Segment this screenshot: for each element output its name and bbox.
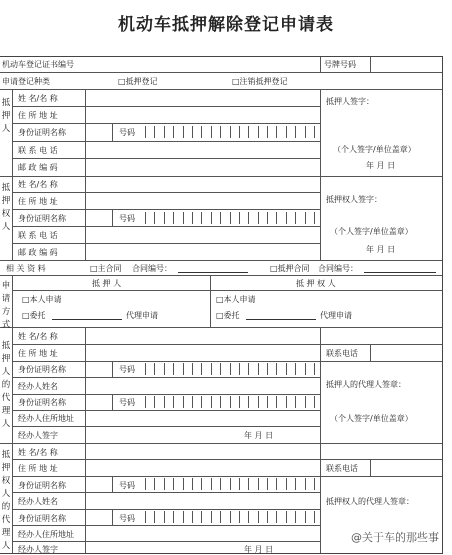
mortgagee-entrust[interactable]: □委托 <box>216 311 240 320</box>
mortgagee-entrust-field[interactable] <box>246 311 316 320</box>
mortgagor-self-apply[interactable]: □本人申请 <box>22 295 62 304</box>
mortgagee-agent-side-label: 抵 押 权 人 的 代 理 人 <box>1 450 11 551</box>
agent-a-number-label: 号码 <box>119 365 135 374</box>
mortgagee-name-label: 姓 名/名 称 <box>18 180 58 189</box>
mortgage-contract-no-label: 合同编号： <box>318 264 358 273</box>
agent-b-handler-id-label: 身份证明名称 <box>18 514 66 523</box>
mortgagee-address-label: 住 所 地 址 <box>18 197 58 206</box>
option-mortgage-registration[interactable]: □抵押登记 <box>118 77 158 86</box>
agent-b-handler-id-boxes[interactable] <box>145 511 315 523</box>
mortgagor-agent-side-label: 抵 押 人 的 代 理 人 <box>1 341 11 429</box>
mortgagor-agent-apply: 代理申请 <box>126 311 158 320</box>
mortgagee-self-apply[interactable]: □本人申请 <box>216 295 256 304</box>
agent-a-handler-number-label: 号码 <box>119 398 135 407</box>
apply-method-label: 申 请 方 式 <box>1 281 11 330</box>
agent-b-handler-sign-label: 经办人签字 <box>18 545 58 554</box>
agent-a-handler-address-label: 经办人住所地址 <box>18 414 74 423</box>
mortgagee-date: 年 月 日 <box>366 245 396 254</box>
agent-a-sign-label: 抵押人的代理人签章： <box>326 380 406 389</box>
agent-b-phone-label: 联系电话 <box>326 464 358 473</box>
mortgagor-address-label: 住 所 地 址 <box>18 111 58 120</box>
agent-a-handler-name-label: 经办人姓名 <box>18 382 58 391</box>
watermark: @关于车的那些事 <box>348 528 442 546</box>
agent-b-handler-number-label: 号码 <box>119 514 135 523</box>
mortgagor-sign-paren: （个人签字/单位盖章） <box>333 145 416 154</box>
agent-a-address-label: 住 所 地 址 <box>18 349 58 358</box>
agent-a-handler-date: 年 月 日 <box>244 431 274 440</box>
agent-b-handler-name-label: 经办人姓名 <box>18 497 58 506</box>
mortgagee-id-label: 身份证明名称 <box>18 214 66 223</box>
mortgagor-id-label: 身份证明名称 <box>18 128 66 137</box>
agent-a-handler-id-label: 身份证明名称 <box>18 398 66 407</box>
mortgagee-agent-apply: 代理申请 <box>320 311 352 320</box>
mortgagor-sign-label: 抵押人签字： <box>326 97 374 106</box>
mortgagor-entrust[interactable]: □委托 <box>22 311 46 320</box>
agent-b-id-label: 身份证明名称 <box>18 481 66 490</box>
main-contract-checkbox[interactable]: □主合同 <box>90 264 122 273</box>
mortgagee-postcode-label: 邮 政 编 码 <box>18 248 58 257</box>
mortgagor-number-label: 号码 <box>119 128 135 137</box>
agent-a-phone-label: 联系电话 <box>326 349 358 358</box>
agent-b-handler-date: 年 月 日 <box>244 545 274 554</box>
agent-a-handler-id-boxes[interactable] <box>145 396 315 408</box>
agent-b-handler-address-label: 经办人住所地址 <box>18 530 74 539</box>
mortgagor-entrust-field[interactable] <box>52 311 122 320</box>
cert-no-label: 机动车登记证书编号 <box>2 60 74 69</box>
apply-method-col-mortgagor: 抵 押 人 <box>92 279 122 288</box>
mortgagor-name-label: 姓 名/名 称 <box>18 94 58 103</box>
mortgagee-phone-label: 联 系 电 话 <box>18 231 58 240</box>
related-docs-label: 相 关 资 料 <box>6 264 46 273</box>
mortgagee-side-label: 抵 押 权 人 <box>1 183 11 232</box>
mortgagor-id-number-boxes[interactable] <box>145 126 315 138</box>
mortgagor-phone-label: 联 系 电 话 <box>18 146 58 155</box>
apply-method-col-mortgagee: 抵 押 权 人 <box>296 279 336 288</box>
mortgagee-sign-paren: （个人签字/单位盖章） <box>330 227 413 236</box>
agent-a-name-label: 姓 名/名 称 <box>18 332 58 341</box>
agent-b-name-label: 姓 名/名 称 <box>18 448 58 457</box>
main-contract-no-field[interactable] <box>178 264 248 273</box>
mortgagee-sign-label: 抵押权人签字： <box>326 195 382 204</box>
application-form <box>0 56 443 554</box>
mortgage-contract-no-field[interactable] <box>364 264 436 273</box>
agent-b-address-label: 住 所 地 址 <box>18 464 58 473</box>
apply-type-label: 申请登记种类 <box>2 77 50 86</box>
agent-b-id-number-boxes[interactable] <box>145 478 315 490</box>
option-release-registration[interactable]: □注销抵押登记 <box>232 77 288 86</box>
agent-a-id-label: 身份证明名称 <box>18 365 66 374</box>
agent-a-sign-paren: （个人签字/单位盖章） <box>330 414 413 423</box>
form-title: 机动车抵押解除登记申请表 <box>118 15 334 35</box>
mortgagor-postcode-label: 邮 政 编 码 <box>18 163 58 172</box>
mortgagee-number-label: 号码 <box>119 214 135 223</box>
plate-no-label: 号牌号码 <box>324 60 356 69</box>
agent-b-number-label: 号码 <box>119 481 135 490</box>
agent-b-sign-label: 抵押权人的代理人签章： <box>326 497 414 506</box>
agent-a-handler-sign-label: 经办人签字 <box>18 431 58 440</box>
mortgage-contract-checkbox[interactable]: □抵押合同 <box>270 264 310 273</box>
agent-a-id-number-boxes[interactable] <box>145 363 315 375</box>
mortgagor-date: 年 月 日 <box>366 161 396 170</box>
main-contract-no-label: 合同编号： <box>132 264 172 273</box>
mortgagee-id-number-boxes[interactable] <box>145 212 315 224</box>
mortgagor-side-label: 抵 押 人 <box>1 98 11 134</box>
